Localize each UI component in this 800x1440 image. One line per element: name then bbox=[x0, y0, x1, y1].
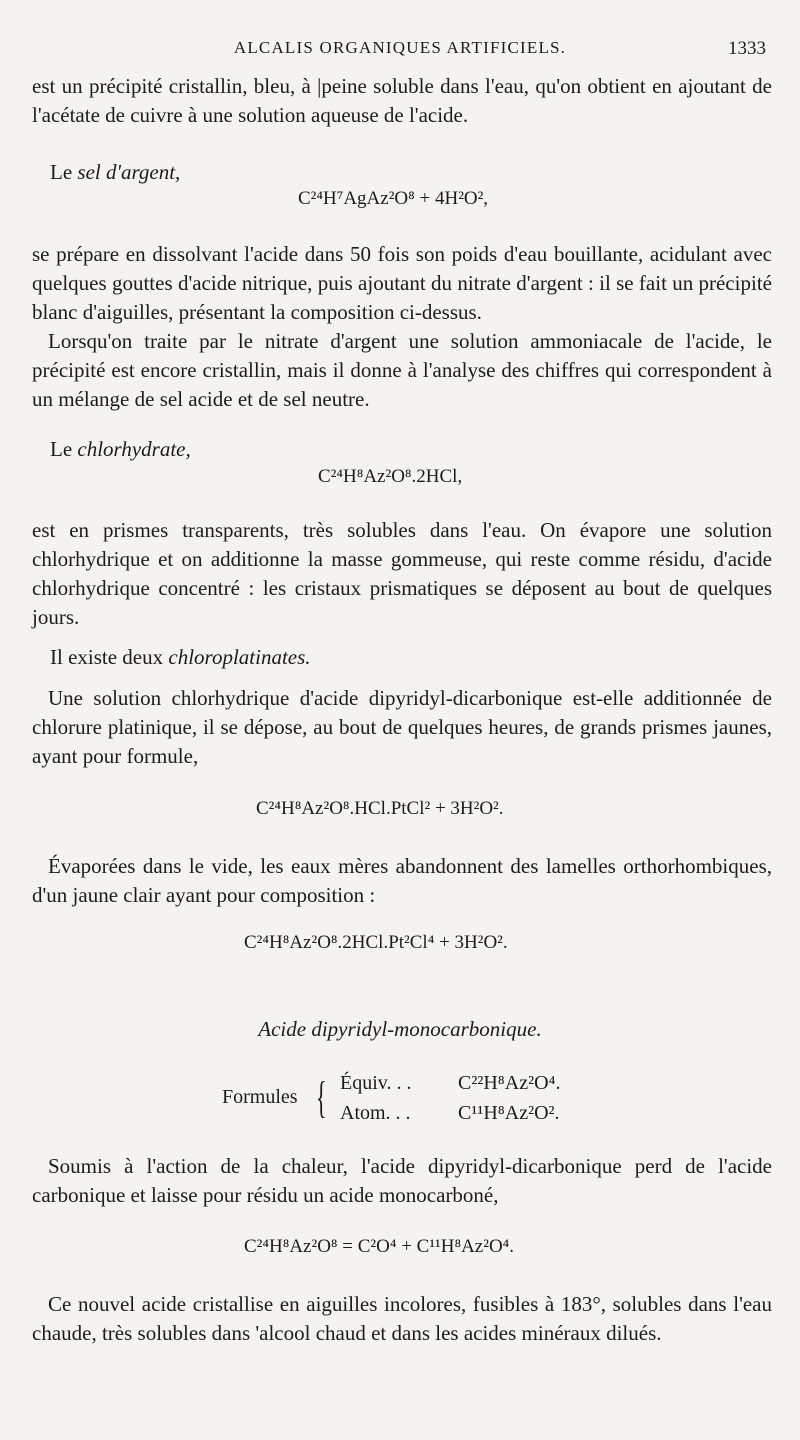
paragraph-text: est un précipité cristallin, bleu, à |peine soluble dans l'eau, qu'on obtient en ajoutant de l'acétate de cuivre à une solution aqueuse de l'acide. bbox=[32, 74, 772, 127]
paragraph-new-acid bbox=[32, 1290, 772, 1348]
label-italic: chlorhydrate, bbox=[77, 437, 191, 461]
chloroplatinate-formula-2: C²⁴H⁸Az²O⁸.2HCl.Pt²Cl⁴ + 3H²O². bbox=[244, 932, 508, 953]
formulas-table bbox=[222, 1068, 582, 1134]
paragraph-text: Soumis à l'action de la chaleur, l'acide dipyridyl-dicarbonique perd de l'acide carbonique et laisse pour résidu un acide monocarboné, bbox=[32, 1154, 772, 1207]
paragraph-text: Une solution chlorhydrique d'acide dipyridyl-dicarbonique est-elle additionnée de chlorure platinique, il se dépose, au bout de quelques heures, de grands prismes jaunes, ayant pour formule, bbox=[32, 686, 772, 768]
notation-name: Équiv. . . bbox=[340, 1072, 412, 1094]
label-prefix: Le bbox=[50, 160, 78, 184]
label-prefix: Le bbox=[50, 437, 78, 461]
label-prefix: Il existe deux bbox=[50, 645, 169, 669]
paragraph-chlorhydrate bbox=[32, 516, 772, 632]
notation-name: Atom. . . bbox=[340, 1102, 411, 1124]
running-title: ALCALIS ORGANIQUES ARTIFICIELS. bbox=[233, 38, 567, 57]
paragraph-platinic bbox=[32, 684, 772, 771]
paragraph-text: Évaporées dans le vide, les eaux mères abandonnent des lamelles orthorhombiques, d'un jaune clair ayant pour composition : bbox=[32, 854, 772, 907]
silver-salt-label bbox=[50, 160, 180, 185]
paragraph-copper-salt bbox=[32, 72, 772, 130]
notation-value: C²²H⁸Az²O⁴. bbox=[458, 1072, 561, 1094]
paragraph-decarboxylation bbox=[32, 1152, 772, 1210]
formula-row-atom bbox=[340, 1102, 560, 1125]
notation-value: C¹¹H⁸Az²O². bbox=[458, 1102, 560, 1124]
page-header bbox=[0, 38, 800, 64]
page-number: 1333 bbox=[728, 38, 766, 59]
section-title: Acide dipyridyl-monocarbonique. bbox=[258, 1017, 542, 1041]
chloroplatinate-formula-1: C²⁴H⁸Az²O⁸.HCl.PtCl² + 3H²O². bbox=[256, 798, 504, 819]
silver-salt-formula: C²⁴H⁷AgAz²O⁸ + 4H²O², bbox=[298, 188, 489, 209]
label-italic: chloroplatinates. bbox=[168, 645, 311, 669]
paragraph-text: est en prismes transparents, très solubles dans l'eau. On évapore une solution chlorhydrique et on additionne la masse gommeuse, qui reste comme résidu, d'acide chlorhydrique concentré : les cristaux prismatiques se déposent au bout de quelques jours. bbox=[32, 518, 772, 629]
chlorhydrate-formula: C²⁴H⁸Az²O⁸.2HCl, bbox=[318, 466, 463, 487]
chloroplatinates-label bbox=[50, 645, 311, 670]
formules-label: Formules bbox=[222, 1086, 298, 1108]
label-italic: sel d'argent, bbox=[77, 160, 181, 184]
paragraph-text: Ce nouvel acide cristallise en aiguilles incolores, fusibles à 183°, solubles dans l'eau chaude, très solubles dans 'alcool chaud et dans les acides minéraux dilués. bbox=[32, 1292, 772, 1345]
brace-glyph: { bbox=[316, 1073, 327, 1122]
paragraph-text: se prépare en dissolvant l'acide dans 50 fois son poids d'eau bouillante, acidulant avec quelques gouttes d'acide nitrique, puis ajoutant du nitrate d'argent : il se fait un précipité blanc d'aiguilles, présentant la composition ci-dessus. bbox=[32, 242, 772, 324]
paragraph-text: Lorsqu'on traite par le nitrate d'argent une solution ammoniacale de l'acide, le précipité est encore cristallin, mais il donne à l'analyse des chiffres qui correspondent à un mélange de sel acide et de sel neutre. bbox=[32, 329, 772, 411]
chlorhydrate-label bbox=[50, 437, 191, 462]
formula-row-equiv bbox=[340, 1072, 560, 1095]
decarboxylation-formula: C²⁴H⁸Az²O⁸ = C²O⁴ + C¹¹H⁸Az²O⁴. bbox=[244, 1236, 515, 1257]
paragraph-evaporation bbox=[32, 852, 772, 910]
paragraph-silver-prep bbox=[32, 240, 772, 414]
